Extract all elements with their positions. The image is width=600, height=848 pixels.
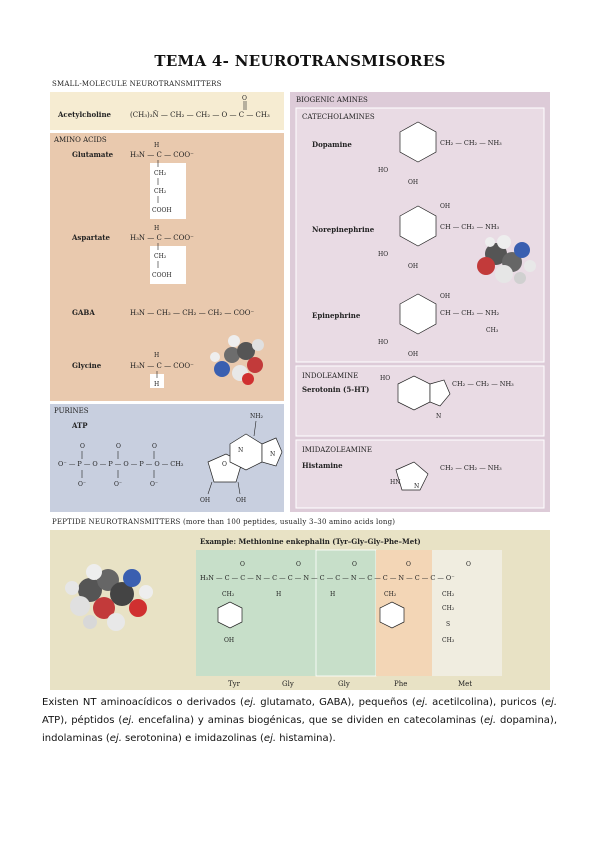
svg-text:O⁻ — P — O — P — O — P — O — C: O⁻ — P — O — P — O — P — O — CH₂ [58,460,184,468]
svg-text:CH₂ — CH₂ — NH₃: CH₂ — CH₂ — NH₃ [452,380,514,388]
svg-text:HO: HO [378,339,389,346]
caption-text: Existen NT aminoacídicos o derivados ( [42,697,244,708]
amino-acids-structures [50,133,284,401]
caption-abbrev: ej. [415,697,428,708]
residue-tyr: Tyr [228,680,240,688]
biogenic-amines-header: BIOGENIC AMINES [296,96,368,104]
svg-text:CH₂: CH₂ [442,591,455,598]
svg-text:CH₂ — CH₂ — NH₃: CH₂ — CH₂ — NH₃ [440,464,502,472]
caption-text: glutamato, GABA), pequeños ( [256,697,416,708]
svg-text:O: O [466,561,471,568]
indoleamine-header: INDOLEAMINE [302,372,359,380]
svg-text:O: O [116,443,121,450]
svg-text:N: N [238,447,244,454]
svg-text:N: N [436,413,442,420]
svg-text:OH: OH [200,497,211,504]
caption-text: dopamina), indolaminas ( [42,715,557,744]
atp-structure [50,404,284,512]
page-title: TEMA 4- NEUROTRANSMISORES [154,52,446,70]
biogenic-amines-structures [290,92,550,512]
svg-text:N: N [270,451,276,458]
small-molecule-header: SMALL-MOLECULE NEUROTRANSMITTERS [52,80,222,88]
caption-text: serotonina) e imidazolinas ( [121,733,264,744]
peptide-header: PEPTIDE NEUROTRANSMITTERS (more than 100 peptides, usually 3–30 amino acids long) [52,518,396,526]
svg-text:O⁻: O⁻ [114,481,123,488]
svg-text:CH₂: CH₂ [154,188,167,195]
svg-text:NH₂: NH₂ [250,413,263,420]
svg-text:HN: HN [390,479,401,486]
caption-abbrev: ej. [483,715,497,726]
caption-abbrev: ej. [109,733,122,744]
svg-text:CH₂: CH₂ [442,605,455,612]
svg-text:O: O [152,443,157,450]
dopamine-label: Dopamine [312,140,352,149]
svg-text:CH₃: CH₃ [442,637,455,644]
svg-text:CH — CH₂ — NH₃: CH — CH₂ — NH₃ [440,223,500,231]
epinephrine-label: Epinephrine [312,311,361,320]
peptide-example: Example: Methionine enkephalin (Tyr–Gly–Gly–Phe–Met) [200,537,421,546]
svg-text:CH₂: CH₂ [154,253,167,260]
purines-panel [50,404,284,512]
svg-text:O: O [80,443,85,450]
enkephalin-molecule-model [65,564,153,631]
svg-text:OH: OH [408,351,419,358]
svg-text:H: H [276,591,282,598]
svg-text:CH₂: CH₂ [222,591,235,598]
catecholamines-header: CATECHOLAMINES [302,113,375,121]
svg-text:HO: HO [378,251,389,258]
amino-acids-panel [50,133,284,401]
svg-text:OH: OH [440,203,451,210]
svg-text:COOH: COOH [152,272,172,279]
svg-text:OH: OH [408,179,419,186]
gaba-label: GABA [72,308,95,317]
svg-text:H: H [330,591,336,598]
imidazoleamine-header: IMIDAZOLEAMINE [302,446,372,454]
acetylcholine-structure [50,92,284,130]
svg-text:S: S [446,621,451,628]
svg-text:H₃N — C — COO⁻: H₃N — C — COO⁻ [130,362,194,370]
acetylcholine-panel [50,92,284,130]
svg-text:O: O [240,561,245,568]
svg-text:OH: OH [224,637,235,644]
caption-abbrev: ej. [263,733,277,744]
svg-text:O: O [406,561,411,568]
svg-text:O: O [222,461,227,468]
glycine-label: Glycine [72,361,102,370]
svg-text:OH: OH [408,263,419,270]
aspartate-label: Aspartate [72,233,110,242]
atp-label: ATP [72,421,88,430]
svg-text:H₃N — C — COO⁻: H₃N — C — COO⁻ [130,234,194,242]
histamine-label: Histamine [302,461,343,470]
svg-text:H: H [154,142,160,149]
glycine-molecule-model [210,335,264,385]
svg-text:CH — CH₂ — NH₂: CH — CH₂ — NH₂ [440,309,500,317]
svg-text:COOH: COOH [152,207,172,214]
peptide-panel [50,530,550,690]
svg-text:O⁻: O⁻ [78,481,87,488]
glutamate-label: Glutamate [72,150,114,159]
svg-text:HO: HO [380,375,391,382]
svg-text:HO: HO [378,167,389,174]
serotonin-label: Serotonin (5-HT) [302,385,370,394]
caption-text: encefalina) y aminas biogénicas, que se dividen en catecolaminas ( [134,715,484,726]
norepinephrine-label: Norepinephrine [312,225,375,234]
purines-header: PURINES [54,407,89,415]
svg-text:H₃N — C — COO⁻: H₃N — C — COO⁻ [130,151,194,159]
svg-text:O: O [242,95,247,102]
residue-met: Met [458,680,473,688]
svg-text:O: O [352,561,357,568]
svg-text:CH₃: CH₃ [486,327,499,334]
svg-text:CH₂: CH₂ [154,170,167,177]
amino-acids-header: AMINO ACIDS [54,136,107,144]
svg-text:OH: OH [440,293,451,300]
svg-text:H₃N — C — C — N — C — C — N —: H₃N — C — C — N — C — C — N — C — C — N — C — C — N — C — C — O⁻ [200,574,455,582]
svg-text:CH₂ — CH₂ — NH₃: CH₂ — CH₂ — NH₃ [440,139,502,147]
biogenic-amines-panel [290,92,550,512]
caption-paragraph [42,694,557,748]
caption-text: acetilcolina), puricos ( [427,697,545,708]
caption-abbrev: ej. [544,697,557,708]
caption-text: ATP), péptidos ( [42,715,123,726]
caption-text: histamina). [276,733,336,744]
residue-phe: Phe [394,680,408,688]
residue-gly-1: Gly [282,680,294,688]
gaba-formula: H₃N — CH₂ — CH₂ — CH₂ — COO⁻ [130,309,255,317]
residue-gly-2: Gly [338,680,350,688]
svg-text:H: H [154,352,160,359]
svg-text:CH₂: CH₂ [384,591,397,598]
svg-text:H: H [154,381,160,388]
neurotransmitter-figure [50,78,550,690]
svg-text:O⁻: O⁻ [150,481,159,488]
svg-text:H: H [154,225,160,232]
svg-text:OH: OH [236,497,247,504]
acetylcholine-formula: (CH₃)₃N̄ — CH₂ — CH₂ — O — C — CH₃ [130,111,270,119]
svg-text:N: N [414,483,420,490]
caption-abbrev: ej. [122,715,135,726]
caption-abbrev: ej. [243,697,257,708]
enkephalin-structure [50,530,550,690]
svg-text:O: O [296,561,301,568]
acetylcholine-label: Acetylcholine [58,110,111,119]
